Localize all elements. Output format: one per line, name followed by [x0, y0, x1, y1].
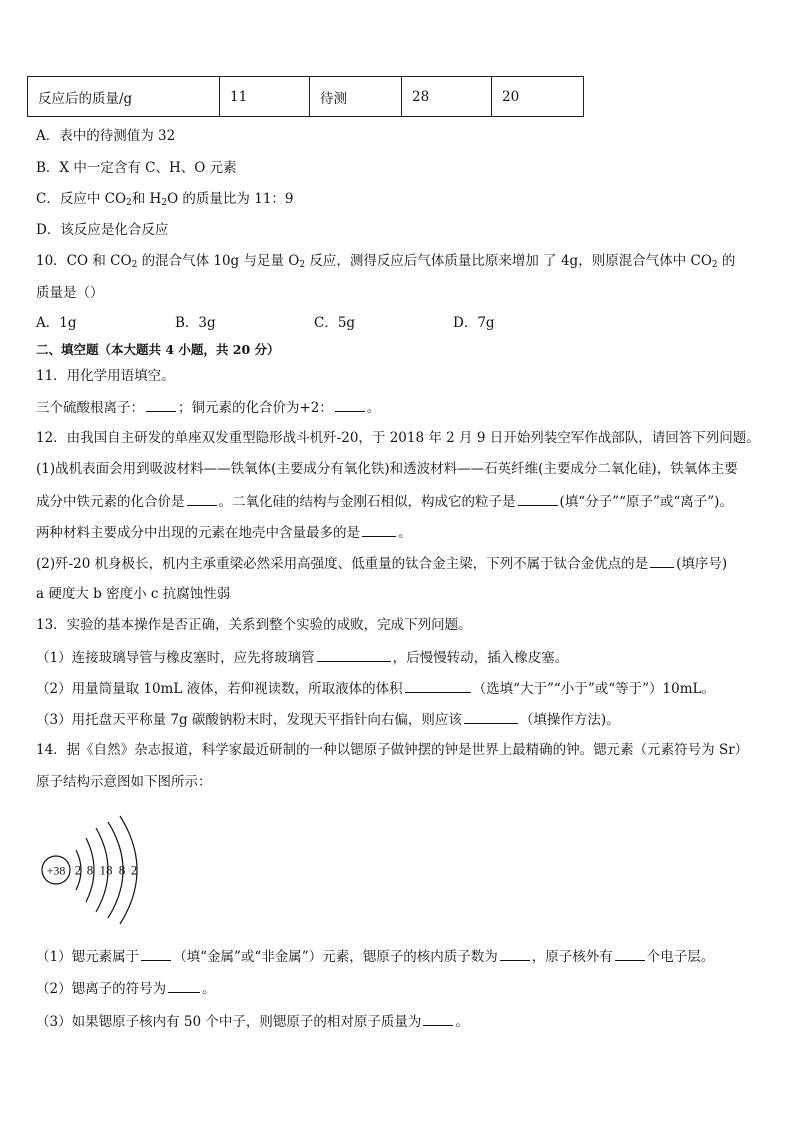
text: (填序号)	[676, 556, 728, 572]
q11-title: 11．用化学用语填空。	[36, 368, 175, 384]
shell-electron-count: 18	[99, 862, 113, 878]
q10-stem	[36, 252, 735, 270]
text: ；铜元素的化合价为+2：	[178, 400, 333, 416]
subscript: 2	[161, 198, 168, 208]
text: （选填“大于”“小于”或“等于”）10mL。	[472, 681, 715, 697]
answer-blank[interactable]	[464, 710, 518, 724]
answer-blank[interactable]	[423, 1012, 453, 1026]
q13-title: 13．实验的基本操作是否正确，关系到整个实验的成败，完成下列问题。	[36, 617, 472, 633]
nucleus-label: +38	[46, 863, 66, 878]
text: 两种材料主要成分中出现的元素在地壳中含量最多的是	[36, 525, 360, 541]
text: 。	[366, 400, 381, 416]
text: （2）锶离子的符号为	[36, 981, 167, 997]
answer-blank[interactable]	[500, 947, 530, 961]
section-heading: 二、填空题（本大题共 4 小题，共 20 分）	[36, 342, 280, 357]
text: 。	[202, 981, 216, 997]
q10-option-c: C．5g	[314, 315, 356, 331]
answer-blank[interactable]	[615, 947, 645, 961]
q12-part2-options: a 硬度大 b 密度小 c 抗腐蚀性弱	[36, 586, 231, 602]
text: 10．CO 和 CO	[36, 253, 132, 269]
text: ，原子核外有	[531, 949, 613, 965]
q12-part1-line1: (1)战机表面会用到吸波材料——铁氧体(主要成分有氧化铁)和透波材料——石英纤维(主要成分二氧化硅)，铁氧体主要	[36, 461, 738, 477]
shell-electron-count: 8	[118, 862, 126, 878]
q10-stem-line2: 质量是（）	[36, 285, 104, 301]
text: (填“分子”“原子”或“离子”)。	[559, 494, 733, 510]
atom-structure-diagram	[36, 810, 186, 930]
text: 成分中铁元素的化合价是	[36, 494, 185, 510]
text: 的	[717, 253, 736, 269]
answer-blank[interactable]	[405, 679, 471, 693]
text: （填“金属”或“非金属”）元素，锶原子的核内质子数为	[173, 949, 498, 965]
q12-title: 12．由我国自主研发的单座双发重型隐形战斗机歼-20，于 2018 年 2 月 9 日开始列装空军作战部队，请回答下列问题。	[36, 430, 760, 446]
text: （3）用托盘天平称量 7g 碳酸钠粉末时，发现天平指针向右偏，则应该	[36, 712, 462, 728]
q10-options	[36, 314, 495, 332]
q11-line	[36, 398, 380, 417]
table-cell: 待测	[310, 77, 402, 117]
q12-part1-line2	[36, 492, 733, 511]
shell-electron-count: 8	[86, 862, 94, 878]
answer-blank[interactable]	[518, 492, 558, 506]
text: O 的质量比为 11：9	[167, 191, 294, 207]
answer-blank[interactable]	[650, 554, 674, 568]
answer-blank[interactable]	[187, 492, 217, 506]
q14-line2: 原子结构示意图如下图所示：	[36, 774, 212, 790]
text: 的混合气体 10g 与足量 O	[137, 253, 300, 269]
text: 。	[398, 525, 412, 541]
table-cell-label: 反应后的质量/g	[28, 77, 220, 117]
text: (2)歼-20 机身极长，机内主承重梁必然采用高强度、低重量的钛合金主梁，下列不属于钛合金优点的是	[36, 556, 649, 572]
text: 三个硫酸根离子：	[36, 400, 144, 416]
q10-option-a: A．1g	[36, 315, 77, 331]
q13-part2	[36, 679, 715, 698]
shell-electron-count: 2	[130, 862, 138, 878]
subscript: 2	[711, 260, 718, 270]
text: （填操作方法)。	[519, 712, 620, 728]
shell-electron-count: 2	[74, 862, 82, 878]
text: ，后慢慢转动，插入橡皮塞。	[392, 650, 569, 666]
q9-option-a: A．表中的待测值为 32	[36, 128, 176, 144]
answer-blank[interactable]	[141, 947, 171, 961]
subscript: 2	[299, 260, 306, 270]
table-row	[28, 77, 584, 117]
q13-part1	[36, 648, 568, 667]
answer-blank[interactable]	[335, 398, 365, 412]
text: 。	[455, 1014, 469, 1030]
q10-option-d: D．7g	[453, 315, 495, 331]
text: （2）用量筒量取 10mL 液体，若仰视读数，所取液体的体积	[36, 681, 403, 697]
text: 和 H	[131, 191, 162, 207]
table-cell: 11	[220, 77, 310, 117]
q9-option-c	[36, 190, 294, 208]
q14-line1: 14．据《自然》杂志报道，科学家最近研制的一种以锶原子做钟摆的钟是世界上最精确的钟。锶元素（元素符号为 Sr）	[36, 742, 749, 758]
q9-option-d: D．该反应是化合反应	[36, 222, 169, 238]
q14-part3	[36, 1012, 469, 1031]
subscript: 2	[131, 260, 138, 270]
text: （1）锶元素属于	[36, 949, 140, 965]
text: C．反应中 CO	[36, 191, 127, 207]
text: 。二氧化硅的结构与金刚石相似，构成它的粒子是	[218, 494, 516, 510]
answer-blank[interactable]	[362, 523, 396, 537]
q14-part2	[36, 979, 216, 998]
answer-blank[interactable]	[146, 398, 176, 412]
subscript: 2	[126, 198, 132, 208]
table-cell: 20	[492, 77, 584, 117]
q10-option-b: B．3g	[175, 315, 216, 331]
q13-part3	[36, 710, 620, 729]
q12-part1-line3	[36, 523, 412, 542]
text: （3）如果锶原子核内有 50 个中子，则锶原子的相对原子质量为	[36, 1014, 422, 1030]
mass-table	[27, 76, 584, 117]
q14-part1	[36, 947, 714, 966]
q9-option-b: B．X 中一定含有 C、H、O 元素	[36, 160, 237, 176]
q12-part2-line1	[36, 554, 727, 573]
text: 个电子层。	[646, 949, 715, 965]
answer-blank[interactable]	[168, 979, 200, 993]
answer-blank[interactable]	[317, 648, 391, 662]
table-cell: 28	[402, 77, 492, 117]
text: （1）连接玻璃导管与橡皮塞时，应先将玻璃管	[36, 650, 315, 666]
text: 反应，测得反应后气体质量比原来增加 了 4g，则原混合气体中 CO	[305, 253, 712, 269]
